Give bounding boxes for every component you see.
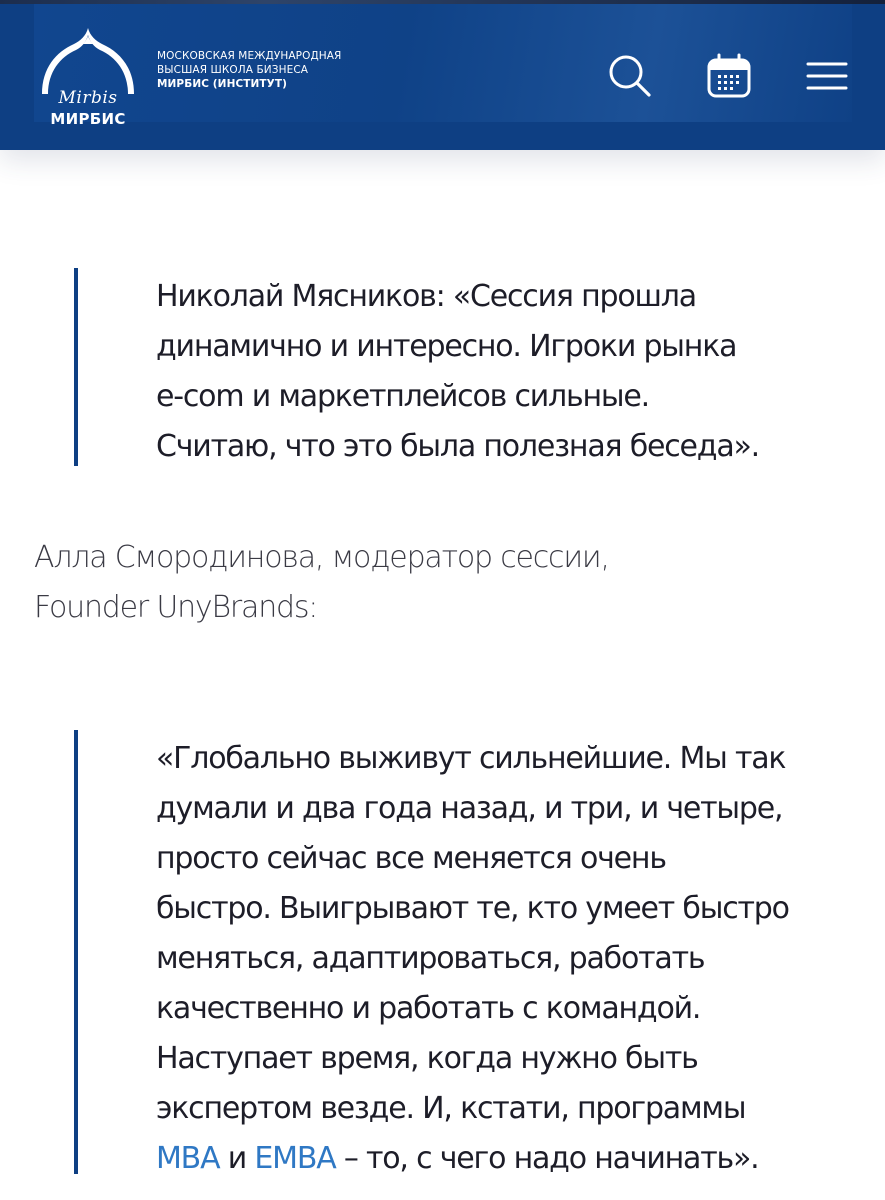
calendar-icon [705, 52, 753, 100]
emba-link[interactable]: EMBA [254, 1141, 336, 1176]
quote2-line: Наступает время, когда нужно быть [156, 1041, 698, 1076]
quote2-line: меняться, адаптироваться, работать [156, 941, 705, 976]
org-line-3: МИРБИС (ИНСТИТУТ) [157, 78, 288, 90]
quote2-line: «Глобально выживут сильнейшие. Мы так [156, 741, 786, 776]
logo-name: МИРБИС [50, 110, 126, 128]
quote2-text [156, 734, 789, 1184]
logo-script-text: Mirbis [58, 88, 118, 108]
quote-nikolay-myasnikov [74, 268, 760, 466]
calendar-button[interactable] [705, 52, 753, 100]
org-line-1: МОСКОВСКАЯ МЕЖДУНАРОДНАЯ [157, 50, 342, 62]
quote2-line: думали и два года назад, и три, и четыре, [156, 791, 783, 826]
dome-arch-logo-icon [36, 26, 140, 96]
hamburger-menu-icon [804, 52, 852, 100]
menu-button[interactable] [804, 52, 852, 100]
quote2-line: качественно и работать с командой. [156, 991, 701, 1026]
org-line-2: ВЫСШАЯ ШКОЛА БИЗНЕСА [157, 64, 309, 76]
speaker-attribution [34, 533, 609, 633]
quote1-line: динамично и интересно. Игроки рынка [156, 329, 737, 364]
mba-link[interactable]: MBA [156, 1141, 220, 1176]
quote2-conjunction: и [219, 1141, 255, 1176]
site-header [0, 0, 885, 150]
organization-name [157, 49, 417, 91]
quote1-line: Николай Мясников: «Сессия прошла [156, 279, 696, 314]
search-button[interactable] [606, 52, 654, 100]
quote2-line: просто сейчас все меняется очень [156, 841, 666, 876]
attribution-line: Алла Смородинова, модератор сессии, [34, 540, 609, 575]
quote1-text [156, 272, 759, 472]
quote2-tail: – то, с чего надо начинать». [335, 1141, 759, 1176]
quote1-line: e-com и маркетплейсов сильные. [156, 379, 649, 414]
quote2-line: экспертом везде. И, кстати, программы [156, 1091, 746, 1126]
quote2-line: быстро. Выигрывают те, кто умеет быстро [156, 891, 789, 926]
search-icon [606, 52, 654, 100]
attribution-line: Founder UnyBrands: [34, 590, 318, 625]
quote-alla-smorodinova [74, 730, 789, 1176]
quote1-line: Считаю, что это была полезная беседа». [156, 429, 760, 464]
mirbis-logo[interactable] [36, 26, 140, 128]
